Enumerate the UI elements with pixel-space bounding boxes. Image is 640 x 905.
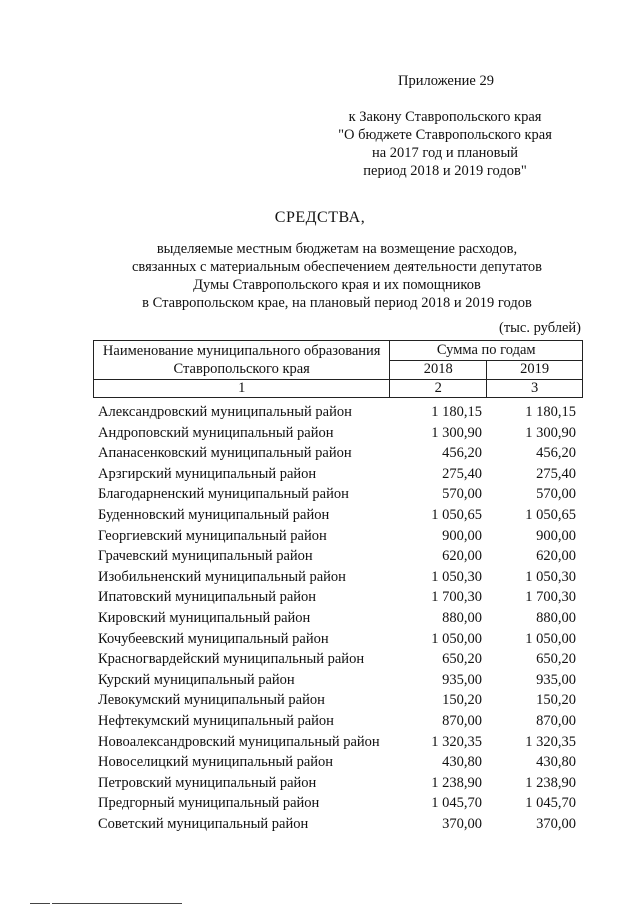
appendix-number: Приложение 29 xyxy=(398,73,494,89)
amount-2018: 1 300,90 xyxy=(431,424,482,441)
year-2018-header: 2018 xyxy=(390,360,487,380)
table-row xyxy=(98,793,578,814)
amount-2018: 880,00 xyxy=(442,609,482,626)
amount-2019: 1 300,90 xyxy=(525,424,576,441)
district-name: Новоалександровский муниципальный район xyxy=(98,733,380,750)
district-name: Советский муниципальный район xyxy=(98,815,309,832)
amount-2018: 1 180,15 xyxy=(431,404,482,420)
table-row xyxy=(98,629,578,650)
amount-2018: 430,80 xyxy=(442,754,482,771)
table-row xyxy=(98,670,578,691)
law-line: период 2018 и 2019 годов" xyxy=(363,163,527,179)
table-row xyxy=(98,752,578,773)
table-row xyxy=(98,484,578,505)
district-name: Арзгирский муниципальный район xyxy=(98,465,317,482)
table-row xyxy=(98,608,578,629)
amount-2019: 430,80 xyxy=(536,754,576,771)
law-line: к Закону Ставропольского края xyxy=(348,109,542,125)
amount-2018: 1 700,30 xyxy=(431,589,482,606)
amount-2019: 275,40 xyxy=(536,465,576,482)
table-row xyxy=(98,505,578,526)
district-name: Кировский муниципальный район xyxy=(98,609,311,626)
footer-divider xyxy=(52,903,182,904)
district-name: Изобильненский муниципальный район xyxy=(98,568,346,585)
table-row xyxy=(98,464,578,485)
district-name: Петровский муниципальный район xyxy=(98,774,317,791)
amount-2018: 870,00 xyxy=(442,712,482,729)
amount-2018: 1 050,65 xyxy=(431,506,482,523)
amount-2018: 935,00 xyxy=(442,671,482,688)
district-name: Курский муниципальный район xyxy=(98,671,295,688)
table-body xyxy=(98,402,578,834)
district-name: Кочубеевский муниципальный район xyxy=(98,630,329,647)
subheading-line: в Ставропольском крае, на плановый период 2018 и 2019 годов xyxy=(142,295,532,311)
amount-2019: 1 180,15 xyxy=(525,404,576,420)
table-row xyxy=(98,526,578,547)
amount-2018: 370,00 xyxy=(442,815,482,832)
table-row xyxy=(98,567,578,588)
law-line: на 2017 год и плановый xyxy=(371,145,519,161)
amount-2018: 456,20 xyxy=(442,445,482,462)
amount-2018: 1 238,90 xyxy=(431,774,482,791)
amount-2019: 456,20 xyxy=(536,445,576,462)
amount-2018: 620,00 xyxy=(442,548,482,565)
district-name: Андроповский муниципальный район xyxy=(98,424,334,441)
table-row xyxy=(98,814,578,835)
district-name: Ипатовский муниципальный район xyxy=(98,589,317,606)
year-2019-header: 2019 xyxy=(487,360,583,380)
amount-2018: 650,20 xyxy=(442,651,482,668)
table-row xyxy=(98,443,578,464)
amount-2019: 1 050,65 xyxy=(525,506,576,523)
table-row xyxy=(98,711,578,732)
amount-2019: 935,00 xyxy=(536,671,576,688)
table-row xyxy=(98,690,578,711)
name-header-line: Наименование муниципального образования xyxy=(102,343,381,359)
amount-2019: 570,00 xyxy=(536,486,576,503)
district-name: Александровский муниципальный район xyxy=(98,404,352,420)
table-row xyxy=(98,732,578,753)
district-name: Новоселицкий муниципальный район xyxy=(98,754,334,771)
amount-2018: 1 050,00 xyxy=(431,630,482,647)
amount-2019: 1 700,30 xyxy=(525,589,576,606)
amount-2019: 620,00 xyxy=(536,548,576,565)
amount-2019: 1 320,35 xyxy=(525,733,576,750)
district-name: Благодарненский муниципальный район xyxy=(98,486,349,503)
table-row xyxy=(98,587,578,608)
district-name: Буденновский муниципальный район xyxy=(98,506,330,523)
amount-2018: 275,40 xyxy=(442,465,482,482)
subheading-line: связанных с материальным обеспечением деятельности депутатов xyxy=(131,259,542,275)
subheading-line: выделяемые местным бюджетам на возмещение расходов, xyxy=(156,241,518,257)
amount-2019: 150,20 xyxy=(536,692,576,709)
amount-2019: 1 045,70 xyxy=(525,795,576,812)
district-name: Красногвардейский муниципальный район xyxy=(98,651,365,668)
district-name: Нефтекумский муниципальный район xyxy=(98,712,334,729)
subheading-line: Думы Ставропольского края и их помощников xyxy=(193,277,481,293)
district-name: Георгиевский муниципальный район xyxy=(98,527,327,544)
amount-2019: 370,00 xyxy=(536,815,576,832)
amount-2019: 1 050,00 xyxy=(525,630,576,647)
table-row xyxy=(98,546,578,567)
table-row xyxy=(98,773,578,794)
amount-2018: 570,00 xyxy=(442,486,482,503)
amount-2019: 870,00 xyxy=(536,712,576,729)
amount-2018: 1 050,30 xyxy=(431,568,482,585)
amount-2018: 900,00 xyxy=(442,527,482,544)
document-heading: СРЕДСТВА, xyxy=(274,209,366,226)
amount-2019: 1 050,30 xyxy=(525,568,576,585)
table-row xyxy=(98,649,578,670)
amount-2019: 900,00 xyxy=(536,527,576,544)
column-number: 1 xyxy=(94,380,390,398)
sum-column-header: Сумма по годам xyxy=(390,341,583,361)
amount-2018: 150,20 xyxy=(442,692,482,709)
law-reference xyxy=(320,108,570,180)
document-subheading xyxy=(100,240,574,312)
name-column-header xyxy=(94,341,390,380)
amount-2019: 1 238,90 xyxy=(525,774,576,791)
amount-2018: 1 320,35 xyxy=(431,733,482,750)
units-label: (тыс. рублей) xyxy=(499,320,581,336)
district-name: Предгорный муниципальный район xyxy=(98,795,320,812)
table-row xyxy=(98,402,578,423)
law-line: "О бюджете Ставропольского края xyxy=(338,127,552,143)
amount-2018: 1 045,70 xyxy=(431,795,482,812)
column-number: 3 xyxy=(487,380,583,398)
district-name: Грачевский муниципальный район xyxy=(98,548,313,565)
amount-2019: 880,00 xyxy=(536,609,576,626)
table-row xyxy=(98,423,578,444)
footer-divider xyxy=(30,903,50,904)
name-header-line: Ставропольского края xyxy=(173,361,310,377)
district-name: Левокумский муниципальный район xyxy=(98,692,325,709)
table-header xyxy=(93,340,583,398)
amount-2019: 650,20 xyxy=(536,651,576,668)
column-number: 2 xyxy=(390,380,487,398)
district-name: Апанасенковский муниципальный район xyxy=(98,445,352,462)
